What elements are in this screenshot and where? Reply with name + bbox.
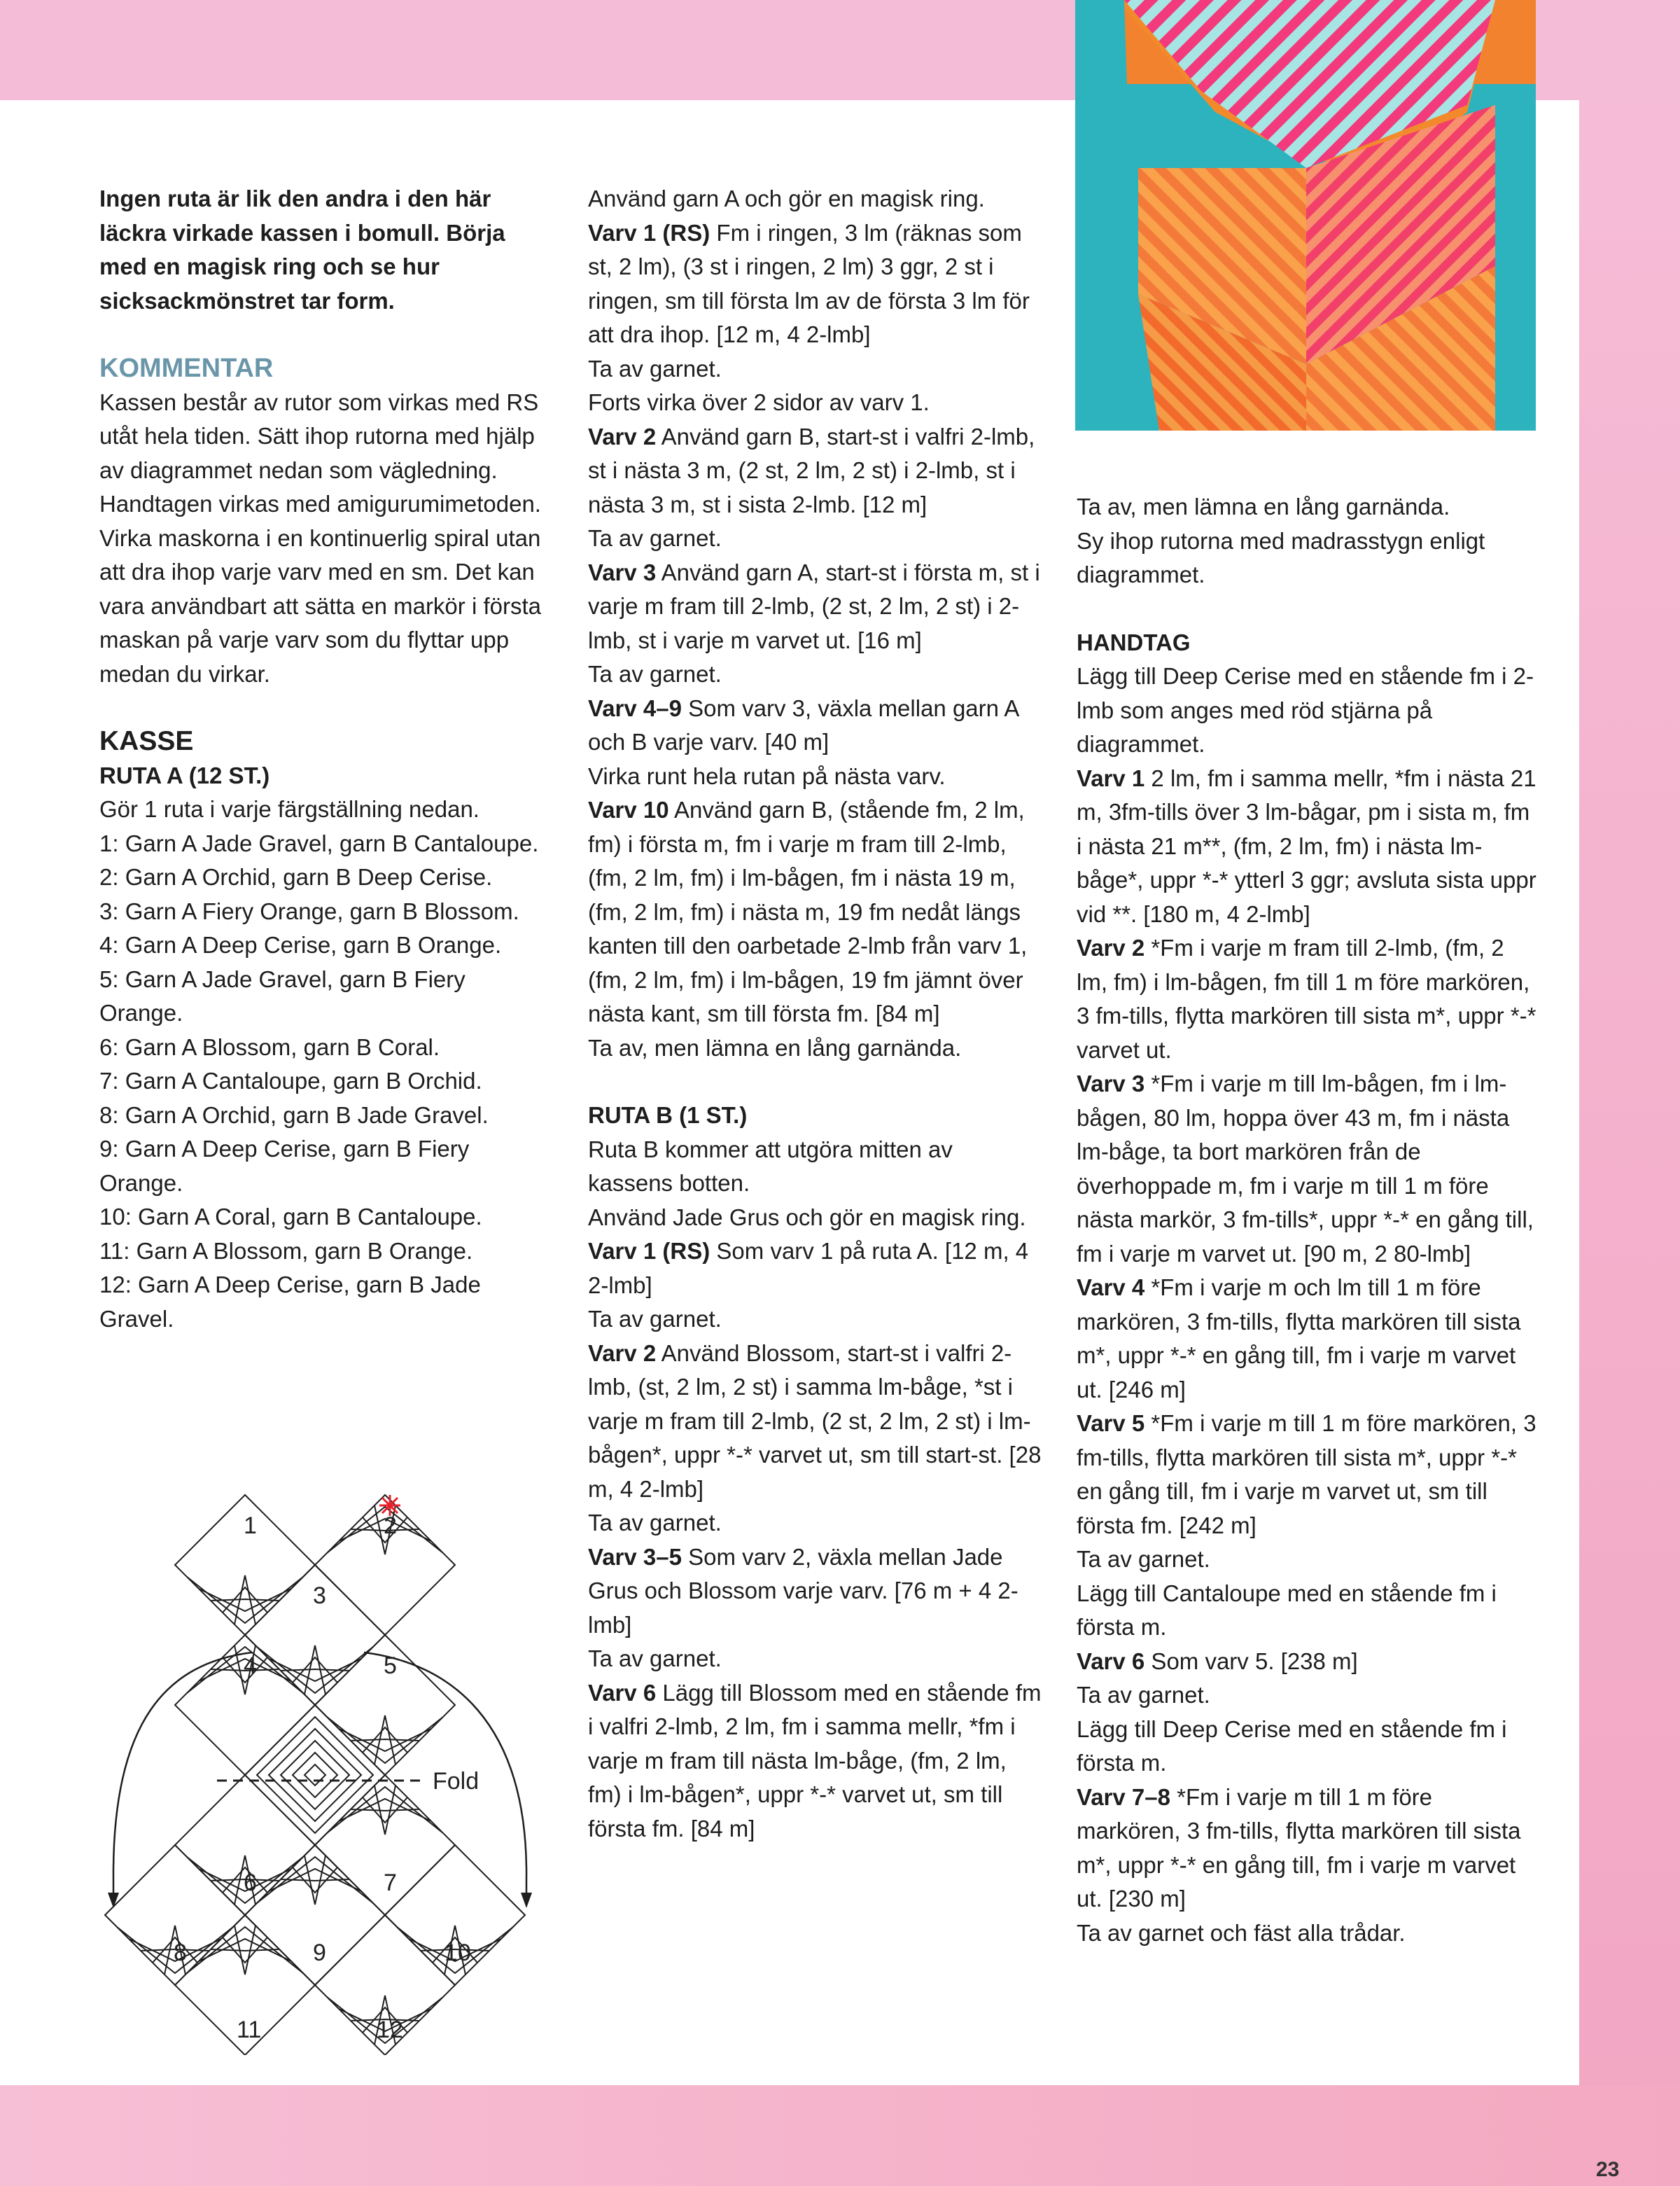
- colorway-item: 8: Garn A Orchid, garn B Jade Gravel.: [99, 1101, 489, 1128]
- row-text: Använd Blossom, start-st i valfri 2-lmb, (st, 2 lm, 2 st) i samma lm-båge, *st i varje m fram till 2-lmb, (2 st, 2 lm, 2 st) i lm-bågen*, uppr *-* varvet ut, sm till start-st. [28 m, 4 2-lmb]: [588, 1339, 1042, 1502]
- colorway-item: 3: Garn A Fiery Orange, garn B Blossom.: [99, 898, 519, 924]
- colorway-item: 4: Garn A Deep Cerise, garn B Orange.: [99, 932, 502, 958]
- page-frame-right: [1579, 100, 1680, 2085]
- body-line: Lägg till Deep Cerise med en stående fm i första m.: [1077, 1715, 1507, 1776]
- colorway-item: 10: Garn A Coral, garn B Cantaloupe.: [99, 1204, 482, 1230]
- body-line: Ta av garnet och fäst alla trådar.: [1077, 1919, 1406, 1946]
- row-label: Varv 3–5: [588, 1543, 682, 1570]
- row-label: Varv 1 (RS): [588, 219, 710, 246]
- fold-label: Fold: [433, 1768, 479, 1795]
- body-line: Ta av garnet.: [588, 1510, 722, 1536]
- row-label: Varv 4–9: [588, 695, 682, 721]
- column-2: [588, 182, 1043, 1846]
- row-label: Varv 6: [588, 1679, 657, 1706]
- ruta-b-heading: RUTA B (1 ST.): [588, 1102, 748, 1128]
- bag-photo: [1075, 0, 1536, 431]
- square-label: 8: [174, 1940, 187, 1966]
- body-line: Lägg till Cantaloupe med en stående fm i första m.: [1077, 1580, 1497, 1640]
- row-text: Fm i ringen, 3 lm (räknas som st, 2 lm), (3 st i ringen, 2 lm) 3 ggr, 2 st i ringen, sm till första lm av de första 3 lm för att dra ihop. [12 m, 4 2-lmb]: [588, 219, 1030, 347]
- colorway-item: 12: Garn A Deep Cerise, garn B Jade Gravel.: [99, 1272, 481, 1332]
- body-line: Ta av, men lämna en lång garnända.: [1077, 494, 1450, 520]
- body-line: Ruta B kommer att utgöra mitten av kassens botten.: [588, 1136, 953, 1196]
- row-label: Varv 5: [1077, 1410, 1145, 1436]
- colorway-item: 5: Garn A Jade Gravel, garn B Fiery Orange.: [99, 966, 465, 1026]
- colorway-item: 7: Garn A Cantaloupe, garn B Orchid.: [99, 1068, 482, 1094]
- row-text: *Fm i varje m och lm till 1 m före markören, 3 fm-tills, flytta markören till sista m*, uppr *-* en gång till, fm i varje m varvet ut. [246 m]: [1077, 1274, 1521, 1402]
- body-line: Ta av garnet.: [588, 661, 722, 687]
- row-text: 2 lm, fm i samma mellr, *fm i nästa 21 m, 3fm-tills över 3 lm-bågar, pm i sista m, fm i nästa 21 m**, (fm, 2 lm, fm) i nästa lm-båge*, uppr *-* ytterl 3 ggr; avsluta sista uppr vid **. [180 m, 4 2-lmb]: [1077, 765, 1536, 927]
- comment-heading: KOMMENTAR: [99, 354, 274, 383]
- body-line: Ta av garnet.: [1077, 1682, 1210, 1708]
- row-text: Använd garn B, (stående fm, 2 lm, fm) i första m, fm i varje m fram till 2-lmb, (fm, 2 lm, fm) i lm-bågen, fm i nästa 19 m, (fm, 2 lm, fm) i nästa m, 19 fm nedåt längs kanten till den oarbetade 2-lmb från varv 1, (fm, 2 lm, fm) i lm-bågen, 19 fm jämnt över nästa kant, sm till första fm. [84 m]: [588, 797, 1028, 1026]
- body-line: Ta av garnet.: [588, 355, 722, 382]
- row-text: Som varv 1 på ruta A. [12 m, 4 2-lmb]: [588, 1238, 1029, 1298]
- diagram-inner-line: [304, 1764, 326, 1785]
- square-label: 4: [244, 1652, 257, 1679]
- square-label: 1: [244, 1512, 257, 1539]
- row-text: *Fm i varje m till 1 m före markören, 3 fm-tills, flytta markören till sista m*, uppr *-* en gång till, fm i varje m varvet ut, sm till första fm. [242 m]: [1077, 1410, 1536, 1538]
- row-text: Som varv 5. [238 m]: [1144, 1648, 1358, 1674]
- diagram-square: [245, 1705, 385, 1845]
- row-label: Varv 3: [588, 559, 657, 585]
- diagram-inner-line: [257, 1717, 373, 1833]
- row-label: Varv 4: [1077, 1274, 1145, 1300]
- row-label: Varv 2: [1077, 935, 1145, 961]
- body-line: Forts virka över 2 sidor av varv 1.: [588, 389, 930, 415]
- body-line: Lägg till Deep Cerise med en stående fm i 2-lmb som anges med röd stjärna på diagrammet.: [1077, 663, 1534, 757]
- row-label: Varv 1: [1077, 765, 1145, 791]
- square-label: 6: [244, 1870, 257, 1896]
- square-label: 10: [444, 1940, 471, 1966]
- colorway-item: 2: Garn A Orchid, garn B Deep Cerise.: [99, 864, 493, 890]
- square-label: 5: [384, 1652, 397, 1679]
- row-text: Som varv 3, växla mellan garn A och B varje varv. [40 m]: [588, 695, 1018, 755]
- row-text: Använd garn B, start-st i valfri 2-lmb, st i nästa 3 m, (2 st, 2 lm, 2 st) i 2-lmb, st i nästa 3 m, st i sista 2-lmb. [12 m]: [588, 423, 1035, 517]
- row-label: Varv 2: [588, 423, 657, 450]
- body-line: Ta av garnet.: [588, 1306, 722, 1332]
- diagram-inner-line: [293, 1753, 337, 1797]
- row-text: *Fm i varje m fram till 2-lmb, (fm, 2 lm, fm) i lm-bågen, fm till 1 m före markören, 3 fm-tills, flytta markören till sista m*, uppr *-* varvet ut.: [1077, 935, 1536, 1063]
- row-text: *Fm i varje m till lm-bågen, fm i lm-bågen, 80 lm, hoppa över 43 m, fm i nästa lm-båge, ta bort markören från de överhoppade m, fm i varje m till 1 m före nästa markör, 3 fm-tills*, uppr *-* en gång till, fm i varje m varvet ut. [90 m, 2 80-lmb]: [1077, 1071, 1534, 1267]
- intro-text: Ingen ruta är lik den andra i den här läckra virkade kassen i bomull. Börja med en magisk ring och se hur sicksackmönstret tar form.: [99, 186, 505, 314]
- ruta-a-intro: Gör 1 ruta i varje färgställning nedan.: [99, 796, 479, 822]
- body-line: Ta av garnet.: [588, 1645, 722, 1671]
- kasse-heading: KASSE: [99, 726, 194, 756]
- body-line: Ta av garnet.: [1077, 1546, 1210, 1572]
- assembly-diagram: [98, 1488, 539, 2055]
- colorway-item: 9: Garn A Deep Cerise, garn B Fiery Orange.: [99, 1136, 470, 1196]
- square-label: 11: [237, 2017, 262, 2043]
- row-label: Varv 1 (RS): [588, 1238, 710, 1264]
- square-label: 2: [384, 1512, 397, 1539]
- body-line: Använd Jade Grus och gör en magisk ring.: [588, 1204, 1026, 1230]
- body-line: Ta av, men lämna en lång garnända.: [588, 1034, 962, 1061]
- column-3: [1077, 490, 1539, 1950]
- page-frame-bottom: [0, 2085, 1680, 2186]
- square-label: 9: [313, 1940, 326, 1966]
- body-line: Använd garn A och gör en magisk ring.: [588, 186, 985, 211]
- row-label: Varv 6: [1077, 1648, 1145, 1674]
- diagram-inner-line: [269, 1729, 361, 1821]
- row-text: Lägg till Blossom med en stående fm i valfri 2-lmb, 2 lm, fm i samma mellr, *fm i varje m fram till nästa lm-båge, (fm, 2 lm, fm) i lm-bågen*, uppr *-* varvet ut, sm till första fm. [84 m]: [588, 1679, 1042, 1842]
- square-label: 7: [384, 1870, 397, 1896]
- diagram-inner-line: [281, 1741, 349, 1809]
- colorway-item: 1: Garn A Jade Gravel, garn B Cantaloupe.: [99, 830, 539, 856]
- row-text: Använd garn A, start-st i första m, st i varje m fram till 2-lmb, (2 st, 2 lm, 2 st) i 2-lmb, st i varje m varvet ut. [16 m]: [588, 559, 1040, 653]
- row-text: Som varv 2, växla mellan Jade Grus och Blossom varje varv. [76 m + 4 2-lmb]: [588, 1543, 1018, 1638]
- handtag-heading: HANDTAG: [1077, 629, 1191, 655]
- row-label: Varv 10: [588, 797, 669, 823]
- row-label: Varv 7–8: [1077, 1783, 1170, 1810]
- colorway-item: 6: Garn A Blossom, garn B Coral.: [99, 1033, 440, 1060]
- row-text: *Fm i varje m till 1 m före markören, 3 fm-tills, flytta markören till sista m*, uppr *-* en gång till, fm i varje m varvet ut. [230 m]: [1077, 1783, 1521, 1912]
- comment-text: Kassen består av rutor som virkas med RS utåt hela tiden. Sätt ihop rutorna med hjälp av diagrammet nedan som vägledning. Handtagen virkas med amigurumimetoden. Virka maskorna i en kontinuerlig spiral utan att dra ihop varje varv med en sm. Det kan vara användbart att sätta en markör i första maskan på varje varv som du flyttar upp medan du virkar.: [99, 389, 541, 687]
- row-label: Varv 2: [588, 1339, 657, 1366]
- ruta-a-heading: RUTA A (12 ST.): [99, 762, 270, 788]
- square-label: 3: [313, 1582, 326, 1609]
- column-1: [99, 182, 554, 1336]
- body-line: Ta av garnet.: [588, 525, 722, 551]
- body-line: Sy ihop rutorna med madrasstygn enligt diagrammet.: [1077, 527, 1485, 587]
- colorway-item: 11: Garn A Blossom, garn B Orange.: [99, 1237, 473, 1264]
- body-line: Virka runt hela rutan på nästa varv.: [588, 763, 946, 789]
- row-label: Varv 3: [1077, 1071, 1145, 1097]
- page-number: 23: [1596, 2158, 1620, 2181]
- square-label: 12: [377, 2017, 403, 2043]
